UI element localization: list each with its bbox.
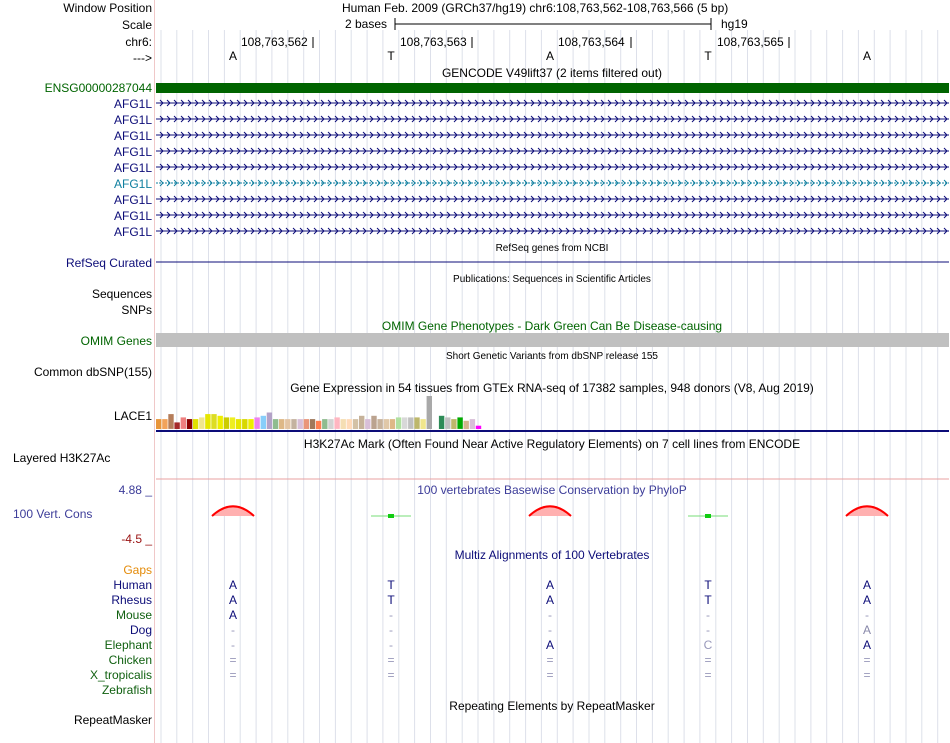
alignment-base: - — [548, 608, 552, 622]
gtex-tissue-bar — [439, 416, 444, 429]
publications-track-title[interactable]: Publications: Sequences in Scientific Articles — [453, 274, 651, 285]
gencode-track-title[interactable]: GENCODE V49lift37 (2 items filtered out) — [441, 66, 663, 80]
omim-bar — [156, 333, 949, 347]
gtex-tissue-bar — [224, 417, 229, 429]
position-tick: 108,763,564 — [558, 35, 625, 49]
gtex-tissue-bar — [205, 414, 210, 429]
alignment-base: A — [862, 578, 872, 592]
gtex-tissue-bar — [445, 417, 450, 429]
base-letter: A — [862, 49, 872, 63]
dbsnp-track-label[interactable]: Common dbSNP(155) — [33, 365, 152, 379]
alignment-base: A — [545, 593, 555, 607]
repeatmasker-track-label[interactable]: RepeatMasker — [73, 713, 152, 727]
alignment-base: - — [706, 608, 710, 622]
cons-peak — [529, 506, 571, 516]
h3k27ac-track-label[interactable]: Layered H3K27Ac — [13, 451, 111, 465]
gtex-tissue-bar — [310, 419, 315, 429]
alignment-base: = — [387, 668, 395, 682]
alignment-base: T — [387, 578, 395, 592]
gtex-tissue-bar — [316, 421, 321, 429]
gtex-tissue-bar — [162, 419, 167, 429]
gtex-tissue-bar — [414, 417, 419, 429]
alignment-base: T — [704, 578, 712, 592]
cons-track-label[interactable]: 100 Vert. Cons — [13, 507, 93, 521]
strand-arrow-label: ---> — [133, 51, 152, 65]
alignment-base: - — [231, 623, 235, 637]
alignment-base: A — [862, 623, 872, 637]
gtex-tissue-bar — [390, 419, 395, 429]
gtex-tissue-bar — [457, 417, 462, 429]
cons-peak — [846, 506, 888, 516]
gtex-tissue-bar — [174, 422, 179, 429]
gtex-tissue-bar — [273, 419, 278, 429]
gtex-tissue-bar — [230, 417, 235, 429]
gtex-tissue-bar — [451, 419, 456, 429]
omim-track-label[interactable]: OMIM Genes — [80, 334, 152, 348]
gtex-tissue-bar — [384, 419, 389, 429]
alignment-base: = — [863, 653, 871, 667]
cons-peak — [212, 506, 254, 516]
species-label-elephant[interactable]: Elephant — [104, 638, 152, 652]
ensg-gene-bar — [156, 83, 949, 93]
gtex-tissue-bar — [156, 419, 161, 429]
gtex-tissue-bar — [187, 419, 192, 429]
gtex-tissue-bar — [334, 417, 339, 429]
alignment-base: - — [548, 623, 552, 637]
gtex-tissue-bar — [396, 417, 401, 429]
alignment-base: = — [229, 653, 237, 667]
gtex-tissue-bar — [420, 419, 425, 429]
base-letter: A — [228, 49, 238, 63]
alignment-base: A — [862, 593, 872, 607]
gene-label-afg1l[interactable]: AFG1L — [113, 177, 152, 191]
gtex-tissue-bar — [476, 426, 481, 429]
scale-label: Scale — [121, 18, 152, 32]
alignment-base: - — [389, 638, 393, 652]
alignment-base: - — [389, 623, 393, 637]
cons-min-label: -4.5 _ — [121, 532, 152, 546]
species-label-zebrafish[interactable]: Zebrafish — [101, 683, 152, 697]
species-label-human[interactable]: Human — [113, 578, 152, 592]
gtex-gene-label[interactable]: LACE1 — [113, 409, 152, 423]
alignment-base: T — [387, 593, 395, 607]
species-label-x-tropicalis[interactable]: X_tropicalis — [89, 668, 152, 682]
gtex-tissue-bar — [261, 416, 266, 429]
base-letter: A — [545, 49, 555, 63]
ensg-gene-label[interactable]: ENSG00000287044 — [44, 81, 152, 95]
gtex-tissue-bar — [359, 416, 364, 429]
gtex-tissue-bar — [193, 419, 198, 429]
alignment-base: - — [706, 623, 710, 637]
alignment-base: T — [704, 593, 712, 607]
gtex-tissue-bar — [408, 417, 413, 429]
gtex-tissue-bar — [377, 419, 382, 429]
gtex-tissue-bar — [365, 419, 370, 429]
species-label-rhesus[interactable]: Rhesus — [111, 593, 152, 607]
gene-label-afg1l[interactable]: AFG1L — [113, 97, 152, 111]
alignment-base: = — [704, 653, 712, 667]
gtex-tissue-bar — [464, 421, 469, 429]
gtex-tissue-bar — [322, 419, 327, 429]
alignment-base: = — [229, 668, 237, 682]
alignment-base: A — [545, 638, 555, 652]
cons-max-label: 4.88 _ — [118, 483, 152, 497]
gtex-track-title[interactable]: Gene Expression in 54 tissues from GTEx RNA-seq of 17382 samples, 948 donors (V8, Aug 2019) — [290, 381, 814, 395]
gtex-tissue-bar — [181, 417, 186, 429]
dbsnp-track-title[interactable]: Short Genetic Variants from dbSNP release 155 — [446, 351, 658, 362]
gene-label-afg1l[interactable]: AFG1L — [113, 209, 152, 223]
gene-label-afg1l[interactable]: AFG1L — [113, 145, 152, 159]
multiz-gaps-label[interactable]: Gaps — [123, 563, 152, 577]
gtex-tissue-bar — [353, 419, 358, 429]
gtex-tissue-bar — [279, 419, 284, 429]
species-label-dog[interactable]: Dog — [129, 623, 152, 637]
species-label-mouse[interactable]: Mouse — [115, 608, 152, 622]
cons-track-title[interactable]: 100 vertebrates Basewise Conservation by PhyloP — [417, 483, 687, 497]
gtex-tissue-bar — [298, 419, 303, 429]
refseq-track-title[interactable]: RefSeq genes from NCBI — [495, 243, 609, 254]
alignment-base: = — [546, 653, 554, 667]
gtex-tissue-bar — [304, 419, 309, 429]
position-tick: 108,763,565 — [717, 35, 784, 49]
omim-track-title[interactable]: OMIM Gene Phenotypes - Dark Green Can Be Disease-causing — [381, 319, 723, 333]
position-tick: 108,763,562 — [241, 35, 308, 49]
multiz-track-title[interactable]: Multiz Alignments of 100 Vertebrates — [454, 548, 650, 562]
gtex-tissue-bar — [199, 417, 204, 429]
gtex-tissue-bar — [267, 413, 272, 430]
base-letter: T — [704, 49, 712, 63]
alignment-base: A — [228, 578, 238, 592]
alignment-base: = — [863, 668, 871, 682]
gtex-tissue-bar — [285, 419, 290, 429]
gene-label-afg1l[interactable]: AFG1L — [113, 161, 152, 175]
window-position-label: Window Position — [63, 1, 152, 15]
refseq-track-label[interactable]: RefSeq Curated — [65, 256, 152, 270]
gtex-tissue-bar — [236, 419, 241, 429]
gtex-tissue-bar — [328, 419, 333, 429]
base-letter: T — [387, 49, 395, 63]
cons-mark — [705, 514, 711, 518]
gtex-tissue-bar — [427, 396, 432, 429]
gtex-tissue-bar — [211, 414, 216, 429]
gtex-tissue-bar — [248, 419, 253, 429]
alignment-base: - — [231, 638, 235, 652]
species-label-chicken[interactable]: Chicken — [108, 653, 152, 667]
alignment-base: = — [546, 668, 554, 682]
position-tick: 108,763,563 — [400, 35, 467, 49]
alignment-base: C — [703, 638, 713, 652]
gtex-tissue-bar — [218, 416, 223, 429]
gene-label-afg1l[interactable]: AFG1L — [113, 113, 152, 127]
alignment-base: A — [545, 578, 555, 592]
gtex-tissue-bar — [291, 419, 296, 429]
scale-assembly: hg19 — [721, 17, 748, 31]
gene-label-afg1l[interactable]: AFG1L — [113, 193, 152, 207]
scale-value: 2 bases — [345, 17, 388, 31]
gtex-tissue-bar — [347, 419, 352, 429]
gtex-tissue-bar — [168, 414, 173, 429]
gene-label-afg1l[interactable]: AFG1L — [113, 225, 152, 239]
alignment-base: = — [387, 653, 395, 667]
gtex-tissue-bar — [341, 419, 346, 429]
gtex-tissue-bar — [242, 419, 247, 429]
alignment-base: A — [228, 608, 238, 622]
chrom-label: chr6: — [125, 35, 152, 49]
gtex-tissue-bar — [470, 419, 475, 429]
gtex-tissue-bar — [254, 417, 259, 429]
publications-snps-label[interactable]: SNPs — [121, 303, 152, 317]
alignment-base: - — [865, 608, 869, 622]
gtex-tissue-bar — [371, 416, 376, 429]
alignment-base: - — [389, 608, 393, 622]
gtex-tissue-bar — [402, 417, 407, 429]
publications-sequences-label[interactable]: Sequences — [91, 287, 152, 301]
cons-mark — [388, 514, 394, 518]
alignment-base: = — [704, 668, 712, 682]
h3k27ac-track-title[interactable]: H3K27Ac Mark (Often Found Near Active Regulatory Elements) on 7 cell lines from ENCODE — [303, 437, 801, 451]
window-position-value: Human Feb. 2009 (GRCh37/hg19) chr6:108,763,562-108,763,566 (5 bp) — [342, 1, 729, 15]
gene-label-afg1l[interactable]: AFG1L — [113, 129, 152, 143]
alignment-base: A — [228, 593, 238, 607]
repeatmasker-track-title[interactable]: Repeating Elements by RepeatMasker — [449, 699, 655, 713]
alignment-base: A — [862, 638, 872, 652]
